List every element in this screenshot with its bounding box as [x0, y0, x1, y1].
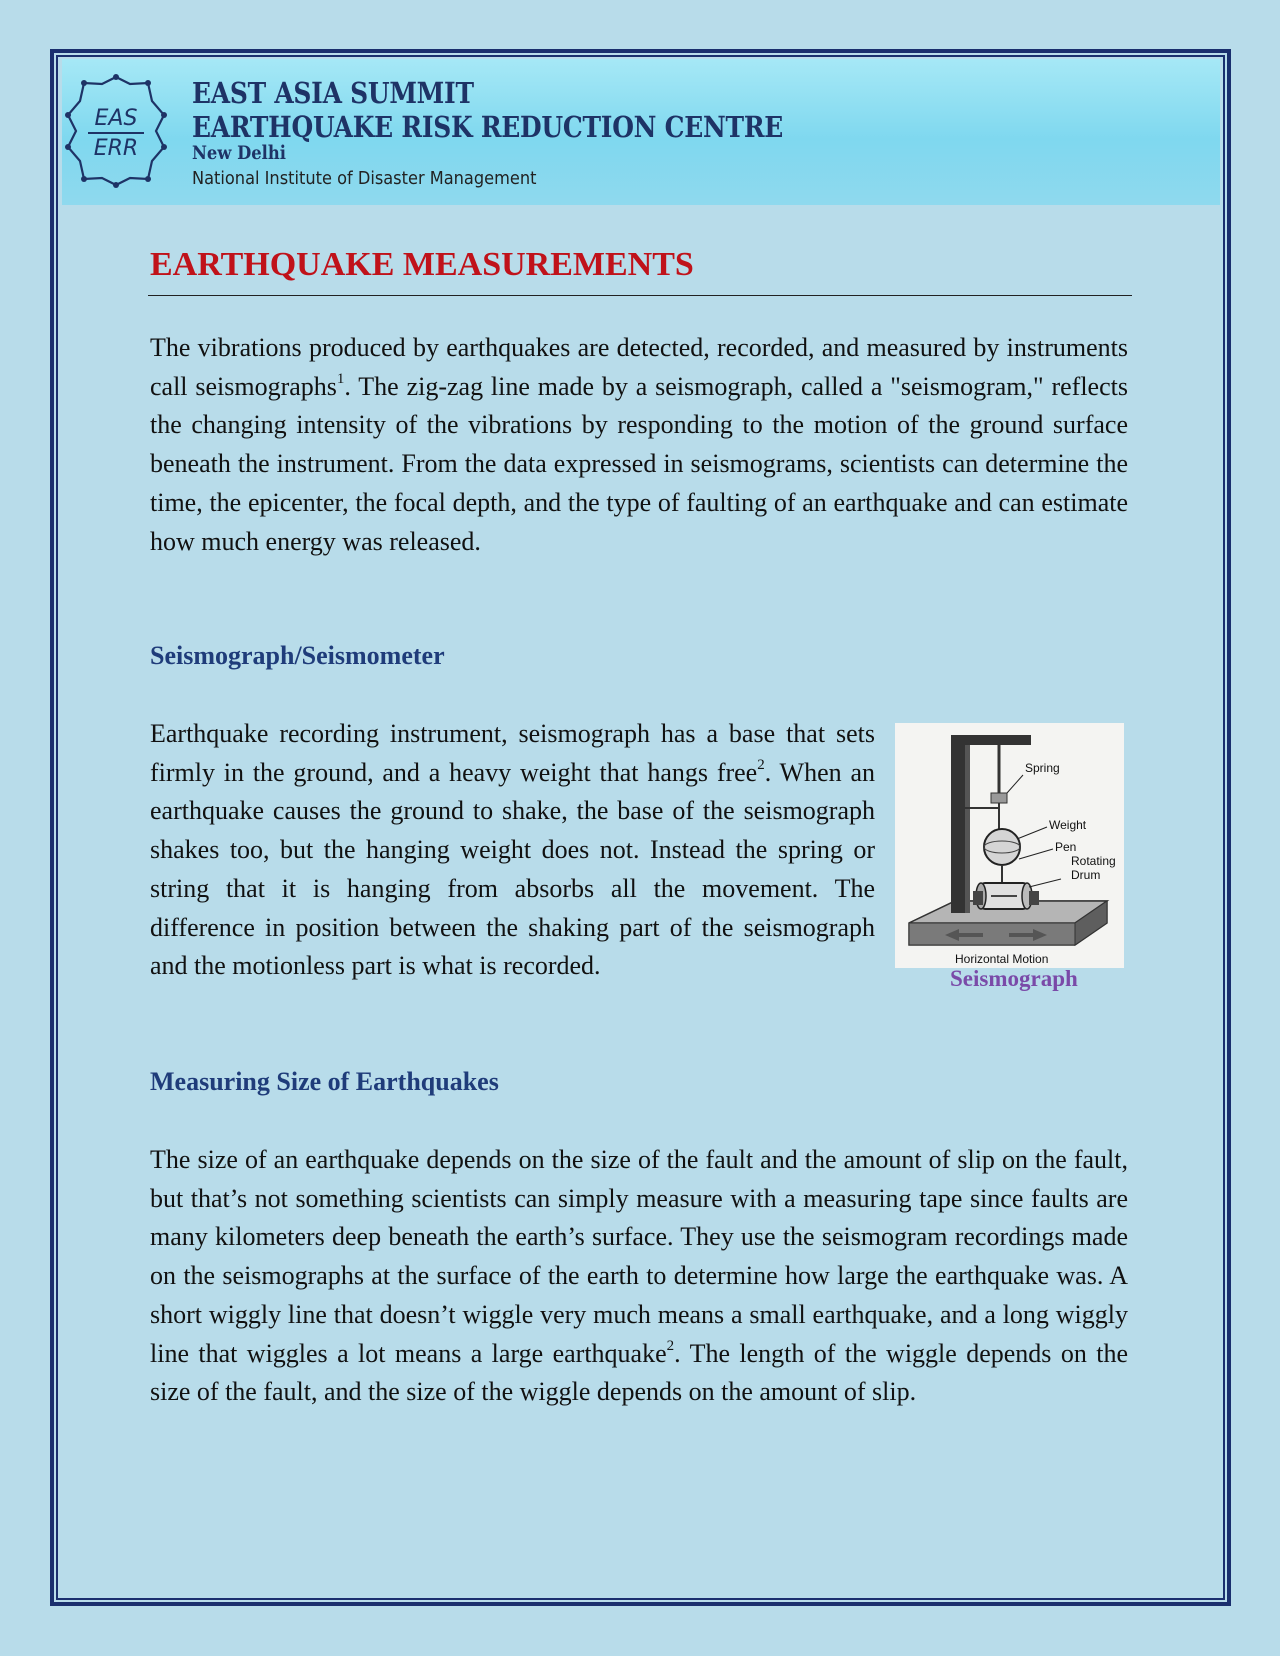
figure-caption: Seismograph — [950, 966, 1078, 991]
figure-label-weight: Weight — [1049, 818, 1087, 832]
footnote-ref: 2 — [757, 757, 765, 774]
intro-paragraph: The vibrations produced by earthquakes are detected, recorded, and measured by instruments call seismographs$^1$. The zig-zag line made by a seismograph, called a "seismogram," reflects the changing intensity of the vibrations by responding to the motion of the ground surface beneath the instrument. From the data expressed in seismograms, scientists can determine the time, the epicenter, the focal depth, and the type of faulting of an earthquake and can estimate how much energy was released. — [150, 333, 1128, 556]
org-name-line1: EAST ASIA SUMMIT — [192, 76, 474, 110]
figure-label-spring: Spring — [1025, 761, 1060, 775]
figure-label-motion: Horizontal Motion — [955, 952, 1049, 966]
eas-err-logo — [64, 71, 168, 191]
size-paragraph: The size of an earthquake depends on the size of the fault and the amount of slip on the fault, but that’s not something scientists can simply measure with a measuring tape since faults are many kilometers deep beneath the earth’s surface. They use the seismogram recordings made on the seismographs at the surface of the earth to determine how large the earthquake was. A short wiggly line that doesn’t wiggle very much means a small earthquake, and a long wiggly line that wiggles a lot means a large earthquake$^2$. The length of the wiggle depends on the size of the fault, and the size of the wiggle depends on the amount of slip. — [150, 1145, 1128, 1407]
seismograph-paragraph: Earthquake recording instrument, seismograph has a base that sets firmly in the ground, and a heavy weight that hangs free$^2$. When an earthquake causes the ground to shake, the base of the seismograph shakes too, but the hanging weight does not. Instead the spring or string that it is hanging from absorbs all the movement. The difference in position between the shaking part of the seismograph and the motionless part is what is recorded. — [150, 719, 875, 981]
page-title: EARTHQUAKE MEASUREMENTS — [150, 246, 694, 283]
title-divider — [148, 295, 1132, 296]
figure-label-drum: Drum — [1071, 868, 1101, 882]
org-institute: National Institute of Disaster Management — [192, 168, 537, 189]
seismograph-diagram — [895, 723, 1124, 968]
figure-label-pen: Pen — [1055, 840, 1077, 854]
figure-label-rotating: Rotating — [1071, 854, 1116, 868]
section-heading-seismograph: Seismograph/Seismometer — [150, 641, 445, 670]
logo-text-top: EAS — [94, 106, 138, 131]
logo-text-bottom: ERR — [93, 136, 139, 161]
org-name-line2: EARTHQUAKE RISK REDUCTION CENTRE — [192, 110, 784, 144]
footnote-ref: 2 — [666, 1337, 675, 1354]
section-heading-size: Measuring Size of Earthquakes — [150, 1067, 499, 1096]
org-city: New Delhi — [192, 142, 286, 164]
footnote-ref: 1 — [336, 371, 345, 388]
